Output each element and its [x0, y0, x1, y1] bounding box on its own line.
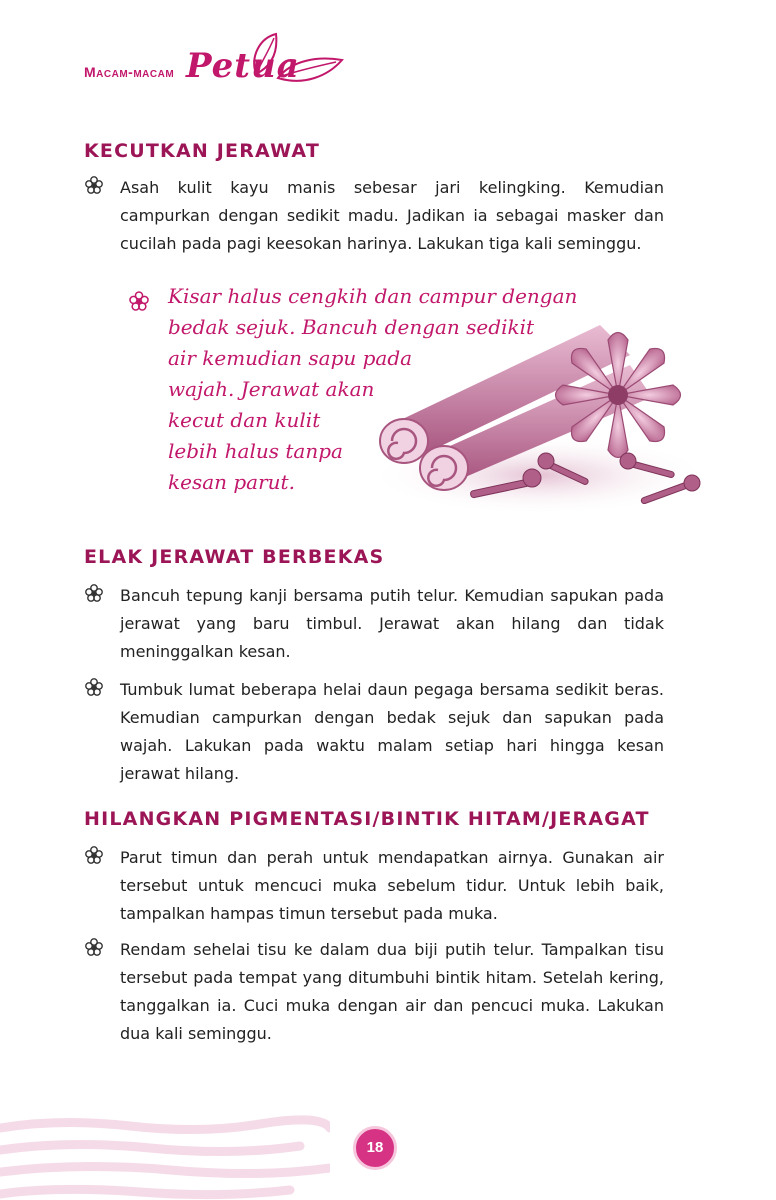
section-title-kecutkan-jerawat: KECUTKAN JERAWAT	[84, 140, 321, 162]
flower-icon	[84, 583, 104, 603]
item-text: Tumbuk lumat beberapa helai daun pegaga bersama sedikit beras. Kemudian campurkan dengan bedak sejuk dan sapukan pada wajah. Lakukan pada waktu malam setiap hari hingga kesan jerawat hilang.	[120, 680, 664, 783]
flower-icon	[84, 937, 104, 957]
callout-line: bedak sejuk. Bancuh dengan sedikit	[168, 315, 535, 339]
flower-icon	[84, 677, 104, 697]
flower-icon	[84, 845, 104, 865]
item-text: Parut timun dan perah untuk mendapatkan airnya. Gunakan air tersebut untuk mencuci muka sebelum tidur. Untuk lebih baik, tampalkan hampas timun tersebut pada muka.	[120, 848, 664, 923]
item-text: Bancuh tepung kanji bersama putih telur. Kemudian sapukan pada jerawat yang baru timbul. Jerawat akan hilang dan tidak meninggalkan kesan.	[120, 586, 664, 661]
leaf-decoration-icon	[248, 30, 348, 90]
wave-decoration	[0, 1110, 330, 1200]
callout-line: lebih halus tanpa	[168, 439, 343, 463]
list-item	[84, 936, 664, 1048]
item-text: Asah kulit kayu manis sebesar jari kelingking. Kemudian campurkan dengan sedikit madu. Jadikan ia sebagai masker dan cucilah pada pagi keesokan harinya. Lakukan tiga kali seminggu.	[120, 178, 664, 253]
item-text: Rendam sehelai tisu ke dalam dua biji putih telur. Tampalkan tisu tersebut pada tempat yang ditumbuhi bintik hitam. Setelah kering, tanggalkan ia. Cuci muka dengan air dan pencuci muka. Lakukan dua kali seminggu.	[120, 940, 664, 1043]
section-title-hilangkan-pigmentasi: HILANGKAN PIGMENTASI/BINTIK HITAM/JERAGAT	[84, 808, 650, 830]
header-series-label: Macam-macam	[84, 64, 175, 80]
running-header	[84, 30, 344, 100]
page-number-badge: 18	[353, 1126, 397, 1170]
callout-line: wajah. Jerawat akan	[168, 377, 375, 401]
callout-line: kecut dan kulit	[168, 408, 321, 432]
callout-line: kesan parut.	[168, 470, 295, 494]
spices-illustration	[370, 285, 705, 525]
section-title-elak-jerawat-berbekas: ELAK JERAWAT BERBEKAS	[84, 546, 385, 568]
list-item	[84, 844, 664, 928]
list-item	[84, 676, 664, 788]
header-script-title: Petua	[186, 46, 300, 86]
callout-line: Kisar halus cengkih dan campur dengan	[168, 284, 578, 308]
list-item	[84, 174, 664, 258]
flower-icon	[128, 290, 150, 312]
flower-icon	[84, 175, 104, 195]
callout-line: air kemudian sapu pada	[168, 346, 413, 370]
list-item	[84, 582, 664, 666]
